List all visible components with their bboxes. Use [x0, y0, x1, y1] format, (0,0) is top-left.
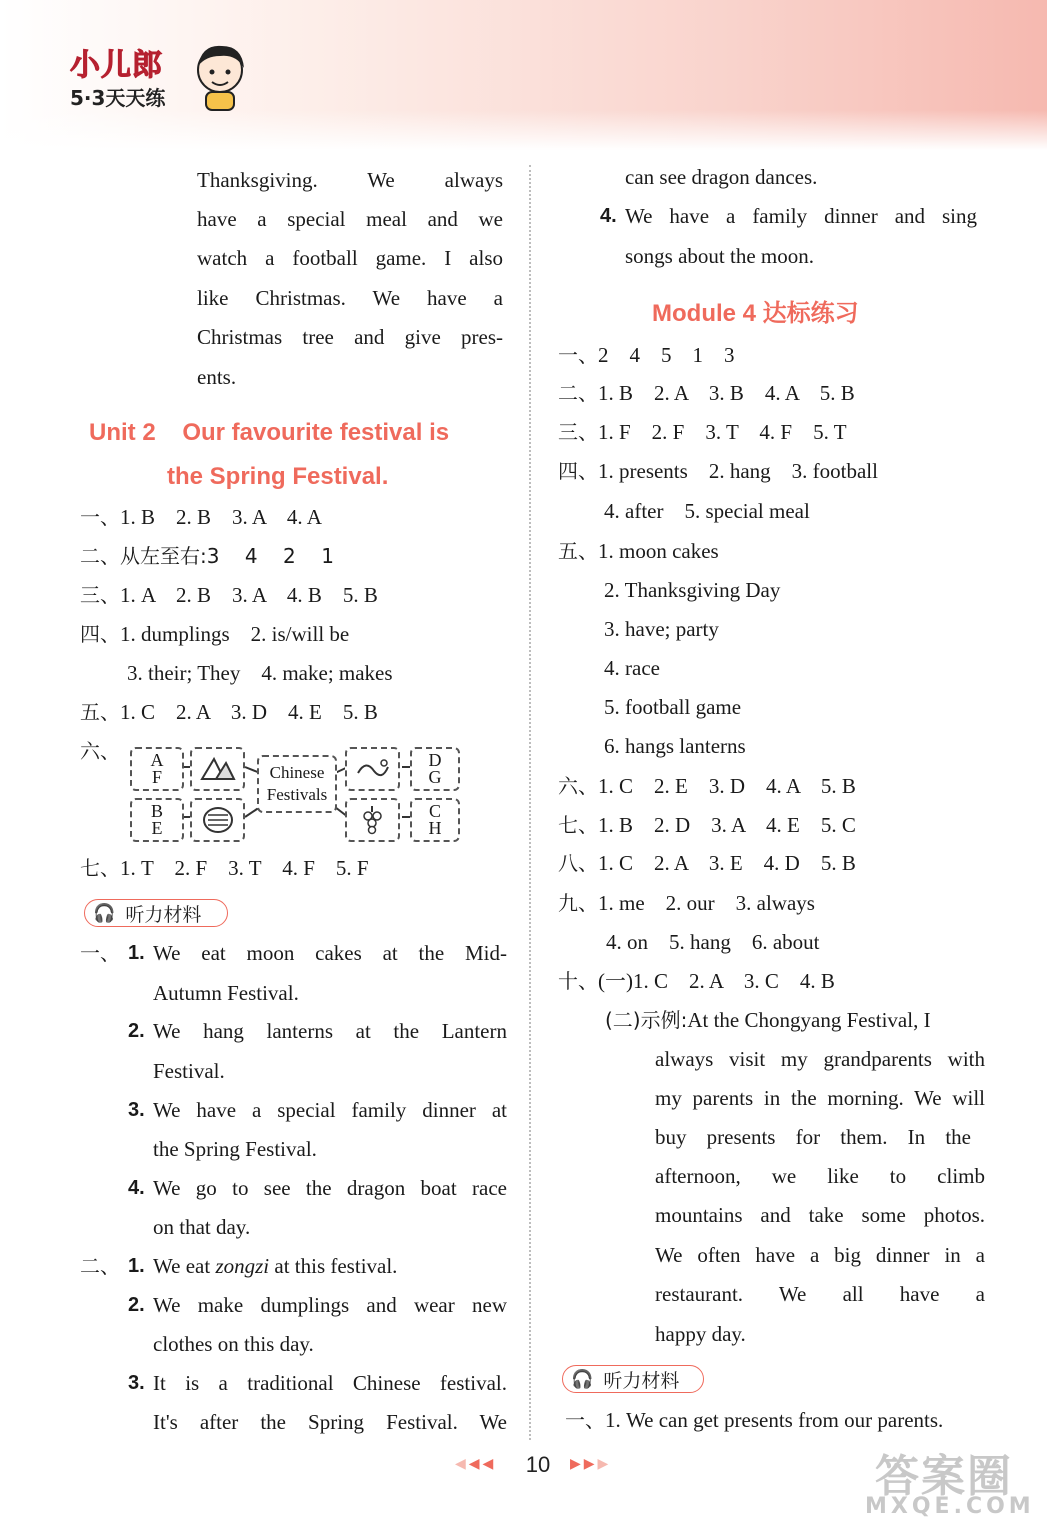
answer-row — [565, 1410, 943, 1431]
intro-line: Thanksgiving. We always — [197, 168, 503, 192]
answer-row — [558, 461, 878, 482]
listening-badge — [84, 899, 228, 927]
intro-line: Christmas tree and give pres- — [197, 325, 503, 349]
page-number: 10 — [525, 1452, 551, 1477]
answer-text: 从左至右:3 4 2 1 — [120, 544, 334, 568]
answer-row — [558, 893, 815, 914]
intro-line: ents. — [197, 365, 237, 389]
box-letter-bottom: E — [151, 818, 163, 838]
dragon-picture — [345, 747, 400, 791]
sample-line: afternoon, we like to climb — [655, 1164, 985, 1188]
answer-box-af — [130, 747, 184, 791]
continuation-line: can see dragon dances. — [625, 165, 818, 189]
dragon-icon — [354, 755, 392, 783]
listening-line: the Spring Festival. — [153, 1137, 317, 1161]
item-number: 4. — [128, 1177, 145, 1199]
answer-label: 七、 — [558, 813, 598, 837]
answer-text: (一)1. C 2. A 3. C 4. B — [598, 969, 835, 993]
answer-label: 五、 — [558, 539, 598, 563]
answer-text: 1. C 2. A 3. D 4. E 5. B — [120, 700, 378, 724]
box-letter-top: B — [150, 800, 163, 821]
answer-label: 六、 — [558, 774, 598, 798]
center-box — [257, 755, 337, 813]
center-label-line2: Festivals — [266, 785, 328, 804]
right-arrows-icon: ▶▶▶ — [570, 1457, 612, 1472]
answer-text: 5. football game — [604, 695, 742, 719]
item-number: 3. — [128, 1099, 145, 1121]
answer-text: 2. Thanksgiving Day — [604, 578, 781, 602]
grapes-picture — [345, 798, 400, 842]
unit-heading: Unit 2 Our favourite festival is — [89, 419, 450, 446]
box-letter-top: A — [150, 749, 164, 770]
answer-label: 四、 — [80, 622, 120, 646]
answer-row — [558, 971, 835, 992]
sample-line: buy presents for them. In the — [655, 1125, 971, 1149]
answer-row — [558, 776, 856, 797]
sample-text: At the Chongyang Festival, I — [687, 1008, 931, 1032]
grapes-icon — [358, 804, 388, 836]
answer-box-dg — [410, 747, 460, 791]
answer-row — [80, 546, 334, 567]
listening-line: It is a traditional Chinese festival. — [153, 1371, 507, 1395]
listening-badge — [562, 1365, 704, 1393]
answer-row — [80, 624, 349, 645]
answer-label: 三、 — [558, 420, 598, 444]
answer-box-be — [130, 798, 184, 842]
listening-line: Festival. — [153, 1059, 225, 1083]
watermark-url: MXQE.COM — [865, 1494, 1035, 1519]
headphones-icon: 🎧 — [93, 902, 116, 924]
box-letter-top: D — [428, 749, 442, 770]
mooncake-icon — [201, 805, 235, 835]
answer-text: 3. their; They 4. make; makes — [127, 661, 393, 685]
zongzi-icon — [198, 755, 238, 783]
answer-text: 2 4 5 1 3 — [598, 343, 735, 367]
continuation-line: We have a family dinner and sing — [625, 204, 977, 228]
answer-text: 1. B 2. B 3. A 4. A — [120, 505, 322, 529]
sample-prefix: (二)示例: — [605, 1008, 688, 1032]
answer-row — [80, 585, 378, 606]
answer-label: 三、 — [80, 583, 120, 607]
answer-label: 二、 — [558, 381, 598, 405]
listening-italic: zongzi — [215, 1254, 270, 1278]
answer-text: 1. B 2. D 3. A 4. E 5. C — [598, 813, 856, 837]
zongzi-picture — [190, 747, 245, 791]
answer-text: 1. B 2. A 3. B 4. A 5. B — [598, 381, 855, 405]
answer-row — [558, 815, 856, 836]
brand-subtitle: 5·3天天练 — [70, 86, 166, 110]
listening-line: Autumn Festival. — [153, 981, 299, 1005]
answer-text: 4. on 5. hang 6. about — [606, 930, 820, 954]
brand-title: 小儿郎 — [70, 48, 163, 83]
answer-text: 4. race — [604, 656, 660, 680]
answer-text: 1. A 2. B 3. A 4. B 5. B — [120, 583, 378, 607]
sample-line: restaurant. We all have a — [655, 1282, 985, 1306]
brand-logo — [70, 40, 250, 115]
answer-label: 九、 — [558, 891, 598, 915]
answer-row — [80, 507, 322, 528]
answer-text: 1. moon cakes — [598, 539, 719, 563]
watermark-title: 答案圈 — [875, 1451, 1013, 1502]
answer-label: 二、 — [80, 544, 120, 568]
answer-label: 一、 — [558, 343, 598, 367]
item-number: 2. — [128, 1294, 145, 1316]
answer-row — [558, 541, 719, 562]
box-letter-top: C — [428, 800, 441, 821]
answer-text: 3. have; party — [604, 617, 719, 641]
box-letter-bottom: G — [428, 767, 442, 787]
mascot-icon — [190, 40, 250, 112]
answer-text: 6. hangs lanterns — [604, 734, 746, 758]
intro-line: like Christmas. We have a — [197, 286, 503, 310]
answer-row — [558, 422, 847, 443]
intro-line: watch a football game. I also — [197, 246, 503, 270]
listening-text: We eat — [153, 1254, 216, 1278]
intro-line: have a special meal and we — [197, 207, 503, 231]
answer-label: 六、 — [80, 739, 120, 763]
answer-text: 4. after 5. special meal — [604, 499, 810, 523]
answer-label: 四、 — [558, 459, 598, 483]
answer-label: 八、 — [558, 851, 598, 875]
sample-line: mountains and take some photos. — [655, 1203, 985, 1227]
listening-line — [153, 1256, 397, 1277]
answer-label: 七、 — [80, 856, 120, 880]
answer-text: 1. C 2. E 3. D 4. A 5. B — [598, 774, 856, 798]
listening-badge-label: 听力材料 — [125, 903, 202, 926]
sample-line: happy day. — [655, 1322, 746, 1346]
item-number: 2. — [128, 1020, 145, 1042]
header-fade — [0, 110, 1047, 150]
answer-label: 五、 — [80, 700, 120, 724]
headphones-icon: 🎧 — [571, 1368, 594, 1390]
sample-line: always visit my grandparents with — [655, 1047, 985, 1071]
section-label: 一、 — [80, 941, 120, 965]
item-number: 1. — [128, 1255, 145, 1277]
sample-line: my parents in the morning. We will — [655, 1086, 985, 1110]
answer-text: 1. dumplings 2. is/will be — [120, 622, 350, 646]
answer-row — [558, 383, 855, 404]
column-divider — [529, 165, 531, 1440]
answer-row — [80, 702, 378, 723]
answer-row — [558, 345, 735, 366]
listening-text: at this festival. — [269, 1254, 398, 1278]
answer-text: 1. T 2. F 3. T 4. F 5. F — [120, 856, 369, 880]
listening-line: clothes on this day. — [153, 1332, 314, 1356]
answer-label: 一、 — [80, 505, 120, 529]
left-arrows-icon: ◀◀◀ — [455, 1457, 497, 1472]
module-heading: Module 4 达标练习 — [652, 300, 859, 327]
listening-line: 1. We can get presents from our parents. — [605, 1408, 944, 1432]
watermark — [855, 1440, 1035, 1530]
listening-line: We have a special family dinner at — [153, 1098, 507, 1122]
answer-box-ch — [410, 798, 460, 842]
item-number: 1. — [128, 942, 145, 964]
box-letter-bottom: H — [428, 818, 442, 838]
mooncake-picture — [190, 798, 245, 842]
sample-line: We often have a big dinner in a — [655, 1243, 985, 1267]
answer-row — [80, 858, 369, 879]
listening-line: We make dumplings and wear new — [153, 1293, 507, 1317]
answer-text: 1. F 2. F 3. T 4. F 5. T — [598, 420, 847, 444]
listening-line: We go to see the dragon boat race — [153, 1176, 507, 1200]
listening-line: It's after the Spring Festival. We — [153, 1410, 507, 1434]
unit-heading-cont: the Spring Festival. — [167, 463, 389, 490]
listening-line: on that day. — [153, 1215, 251, 1239]
listening-line: We eat moon cakes at the Mid- — [153, 941, 507, 965]
answer-label: 一、 — [565, 1408, 605, 1432]
box-letter-bottom: F — [151, 767, 162, 787]
section-label: 二、 — [80, 1254, 120, 1278]
listening-line: We hang lanterns at the Lantern — [153, 1019, 507, 1043]
answer-text: 1. me 2. our 3. always — [598, 891, 815, 915]
answer-text: 1. presents 2. hang 3. football — [598, 459, 878, 483]
sample-first-line — [605, 1010, 931, 1031]
item-number: 4. — [600, 205, 617, 227]
listening-badge-label: 听力材料 — [603, 1369, 680, 1392]
center-label-line1: Chinese — [269, 762, 325, 782]
answer-label: 十、 — [558, 969, 598, 993]
answer-text: 1. C 2. A 3. E 4. D 5. B — [598, 851, 856, 875]
item-number: 3. — [128, 1372, 145, 1394]
answer-row — [558, 853, 856, 874]
continuation-line: songs about the moon. — [625, 244, 814, 268]
